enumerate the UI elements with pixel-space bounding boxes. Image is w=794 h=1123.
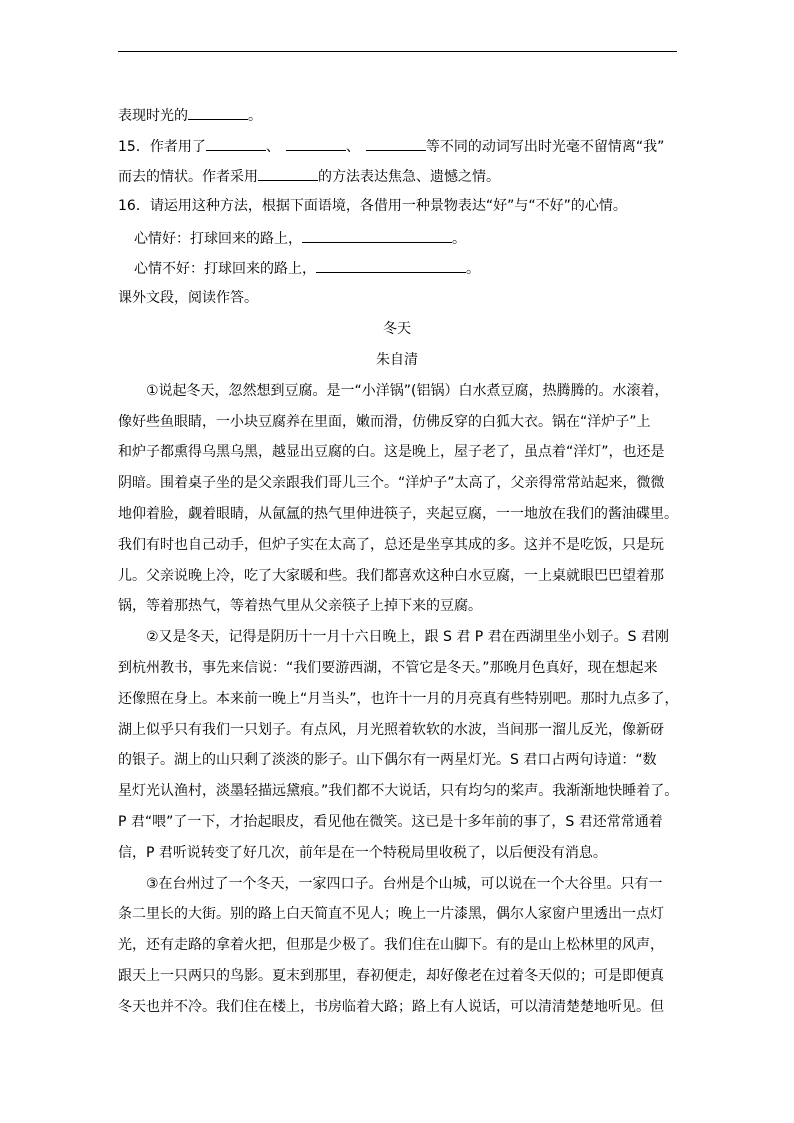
article-line: 像好些鱼眼睛，一小块豆腐养在里面，嫩而滑，仿佛反穿的白狐大衣。锅在“洋炉子”上	[118, 414, 651, 430]
q15-line1: 15．作者用了 、 、 等不同的动词写出时光毫不留情离“我”	[118, 139, 665, 155]
article-title: 冬天	[383, 321, 411, 337]
article-line: 信，P 君听说转变了好几次，前年是在一个特税局里收税了，以后便没有消息。	[118, 845, 607, 861]
article-line: 冬天也并不冷。我们住在楼上，书房临着大路；路上有人说话，可以清清楚楚地听见。但	[118, 999, 664, 1015]
article-line: ②又是冬天，记得是阴历十一月十六日晚上，跟 S 君 P 君在西湖里坐小划子。S 君刚	[146, 629, 670, 645]
answer-blank[interactable]	[258, 167, 318, 181]
article-line: 跟天上一只两只的鸟影。夏末到那里，春初便走，却好像老在过着冬天似的；可是即便真	[118, 968, 664, 984]
q14-tail: 表现时光的 。	[118, 108, 262, 124]
article-line: 锅，等着那热气，等着热气里从父亲筷子上掉下来的豆腐。	[118, 598, 482, 614]
section-intro: 课外文段，阅读作答。	[118, 290, 258, 306]
article-line: 湖上似乎只有我们一只划子。有点风，月光照着软软的水波，当间那一溜儿反光，像新砑	[118, 722, 664, 738]
article-line: 到杭州教书，事先来信说：“我们要游西湖，不管它是冬天。”那晚月色真好，现在想起来	[118, 660, 658, 676]
article-line: P 君“喂”了一下，才抬起眼皮，看见他在微笑。这已是十多年前的事了，S 君还常常通着	[118, 814, 663, 830]
article-line: ③在台州过了一个冬天，一家四口子。台州是个山城，可以说在一个大谷里。只有一	[146, 876, 663, 892]
answer-blank[interactable]	[286, 137, 346, 151]
answer-blank[interactable]	[316, 259, 466, 273]
q16-good: 心情好：打球回来的路上， 。	[134, 231, 466, 247]
answer-blank[interactable]	[302, 229, 452, 243]
article-line: 条二里长的大街。别的路上白天简直不见人；晚上一片漆黑，偶尔人家窗户里透出一点灯	[118, 906, 664, 922]
answer-blank[interactable]	[206, 137, 266, 151]
article-line: 还像照在身上。本来前一晚上“月当头”，也许十一月的月亮真有些特别吧。那时九点多了，	[118, 691, 679, 707]
article-line: 阴暗。围着桌子坐的是父亲跟我们哥儿三个。“洋炉子”太高了，父亲得常常站起来，微微	[118, 475, 665, 491]
article-line: ①说起冬天，忽然想到豆腐。是一“小洋锅”(铝锅）白水煮豆腐，热腾腾的。水滚着，	[146, 383, 669, 399]
article-line: 地仰着脸，觑着眼睛，从氤氲的热气里伸进筷子，夹起豆腐，一一地放在我们的酱油碟里。	[118, 506, 678, 522]
article-line: 的银子。湖上的山只剩了淡淡的影子。山下偶尔有一两星灯光。S 君口占两句诗道：“数	[118, 752, 657, 768]
q15-line2: 而去的情状。作者采用 的方法表达焦急、遗憾之情。	[118, 169, 500, 185]
header-rule	[118, 51, 677, 52]
article-line: 我们有时也自己动手，但炉子实在太高了，总还是坐享其成的多。这并不是吃饭，只是玩	[118, 537, 664, 553]
answer-blank[interactable]	[366, 137, 426, 151]
article-line: 儿。父亲说晚上冷，吃了大家暖和些。我们都喜欢这种白水豆腐，一上桌就眼巴巴望着那	[118, 568, 664, 584]
article-line: 星灯光认渔村，淡墨轻描远黛痕。”我们都不大说话，只有均匀的桨声。我渐渐地快睡着了。	[118, 783, 679, 799]
article-line: 和炉子都熏得乌黑乌黑，越显出豆腐的白。这是晚上，屋子老了，虽点着“洋灯”，也还是	[118, 444, 665, 460]
q16-bad: 心情不好：打球回来的路上， 。	[134, 261, 480, 277]
article-author: 朱自清	[376, 352, 418, 368]
q16-prompt: 16．请运用这种方法，根据下面语境，各借用一种景物表达“好”与“不好”的心情。	[118, 198, 627, 214]
article-line: 光，还有走路的拿着火把，但那是少极了。我们住在山脚下。有的是山上松林里的风声，	[118, 937, 664, 953]
answer-blank[interactable]	[188, 106, 248, 120]
